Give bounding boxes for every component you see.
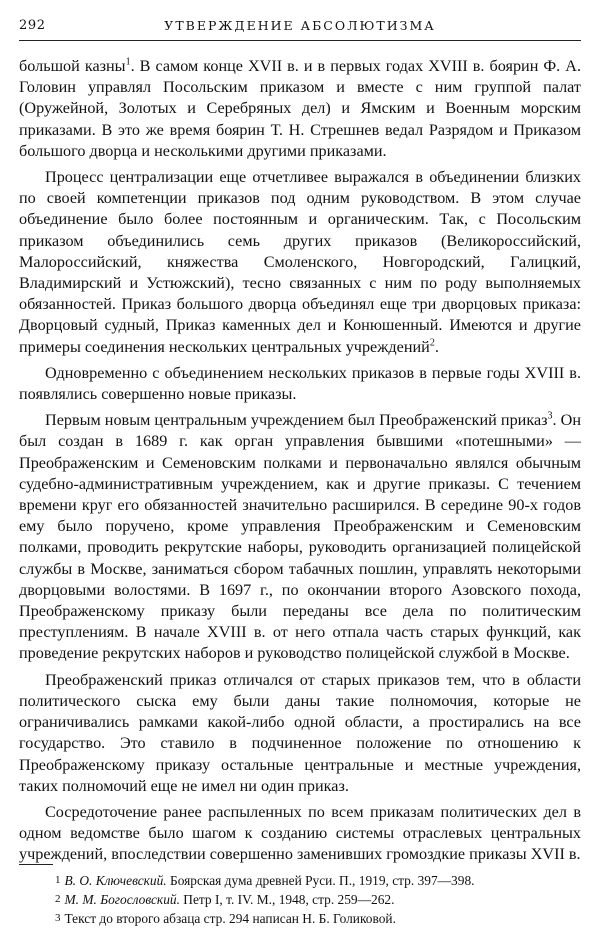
- footnote-author: В. О. Ключевский.: [64, 873, 167, 888]
- footnote-text: Текст до второго абзаца стр. 294 написан Н. Б. Голиковой.: [64, 911, 396, 926]
- header-rule: [19, 40, 581, 41]
- paragraph-text: . В самом конце XVII в. и в первых годах XVIII в. боярин Ф. А. Головин управлял Посольским приказом и вместе с ним группой палат (Оружейной, Золотых и Серебряных дел) и Ямским и Военным морским приказами. В это же время боярин Т. Н. Стрешнев ведал Разрядом и Приказом большого дворца и несколькими другими приказами.: [19, 57, 581, 160]
- footnote: [19, 871, 581, 890]
- footnote-ref: 2: [429, 337, 435, 349]
- running-title: УТВЕРЖДЕНИЕ АБСОЛЮТИЗМА: [164, 18, 436, 33]
- footnote-number: 3: [55, 912, 61, 924]
- footnote-rule: [19, 864, 53, 865]
- paragraph-text: Процесс централизации еще отчетливее выражался в объединении близких по своей компетенции приказов под одним руководством. В этом случае объединение было более постоянным и органическим. Так, с Посольским приказом объединились семь других приказов (Великороссийский, Малороссийский, княжества Смоленского, Новгородский, Галицкий, Владимирский и Устюжский), тесно связанных с ним по роду выполняемых обязанностей. Приказ большого дворца объединял еще три дворцовых приказа: Дворцовый судный, Приказ каменных дел и Конюшенный. Имеются и другие примеры соединения нескольких центральных учреждений: [19, 168, 581, 356]
- paragraph-text: Одновременно с объединением нескольких приказов в первые годы XVIII в. появлялись совершенно новые приказы.: [19, 363, 581, 404]
- footnote: [19, 890, 581, 909]
- footnote: [19, 909, 581, 928]
- footnote-ref: 1: [125, 56, 131, 68]
- body-text: [19, 56, 581, 871]
- paragraph-text: . Он был создан в 1689 г. как орган управления бывшими «потешными» — Преображенским и Семеновским полками и первоначально являлся обычным судебно-административным учреждением, как и другие приказы. С течением времени круг его обязанностей значительно расширился. В середине 90-х годов ему было поручено, кроме управления Преображенским и Семеновским полками, проводить рекрутские наборы, руководить организацией полицейской службы в Москве, заниматься сбором табачных пошлин, управлять некоторыми дворцовыми волостями. В 1697 г., по окончании второго Азовского похода, Преображенскому приказу были переданы все дела по политическим преступлениям. В начале XVIII в. от него отпала часть старых функций, как проведение рекрутских наборов и руководство полицейской службой в Москве.: [19, 411, 581, 663]
- paragraph: [19, 410, 581, 664]
- footnote-text: Боярская дума древней Руси. П., 1919, стр. 397—398.: [166, 873, 475, 888]
- page-header: [19, 18, 581, 40]
- footnote-text: Петр I, т. IV. М., 1948, стр. 259—262.: [179, 892, 395, 907]
- paragraph-text: Первым новым центральным учреждением был Преображенский приказ: [45, 411, 548, 430]
- page-number: 292: [19, 18, 46, 33]
- paragraph: [19, 802, 581, 866]
- paragraph-text: Сосредоточение ранее распыленных по всем приказам политических дел в одном ведомстве было шагом к созданию системы отраслевых центральных учреждений, впоследствии совершенно заменивших громоздкие приказы XVII в.: [19, 802, 581, 864]
- footnote-ref: 3: [547, 410, 553, 422]
- footnote-author: М. М. Богословский.: [64, 892, 180, 907]
- paragraph: [19, 167, 581, 358]
- paragraph: [19, 363, 581, 405]
- book-page: [19, 0, 581, 952]
- footnote-number: 2: [55, 893, 61, 905]
- paragraph: [19, 56, 581, 162]
- paragraph: [19, 670, 581, 797]
- paragraph-text: большой казны: [19, 57, 126, 75]
- footnote-number: 1: [55, 874, 61, 886]
- paragraph-text: Преображенский приказ отличался от старых приказов тем, что в области политического сыска ему были даны такие полномочия, которые не ограничивались рамками какой-либо одной области, а простирались на все государство. Это ставило в подчиненное положение по отношению к Преображенскому приказу остальные центральные и местные учреждения, таких полномочий еще не имел ни один приказ.: [19, 670, 581, 795]
- footnotes: [19, 871, 581, 928]
- paragraph-text: .: [434, 337, 439, 356]
